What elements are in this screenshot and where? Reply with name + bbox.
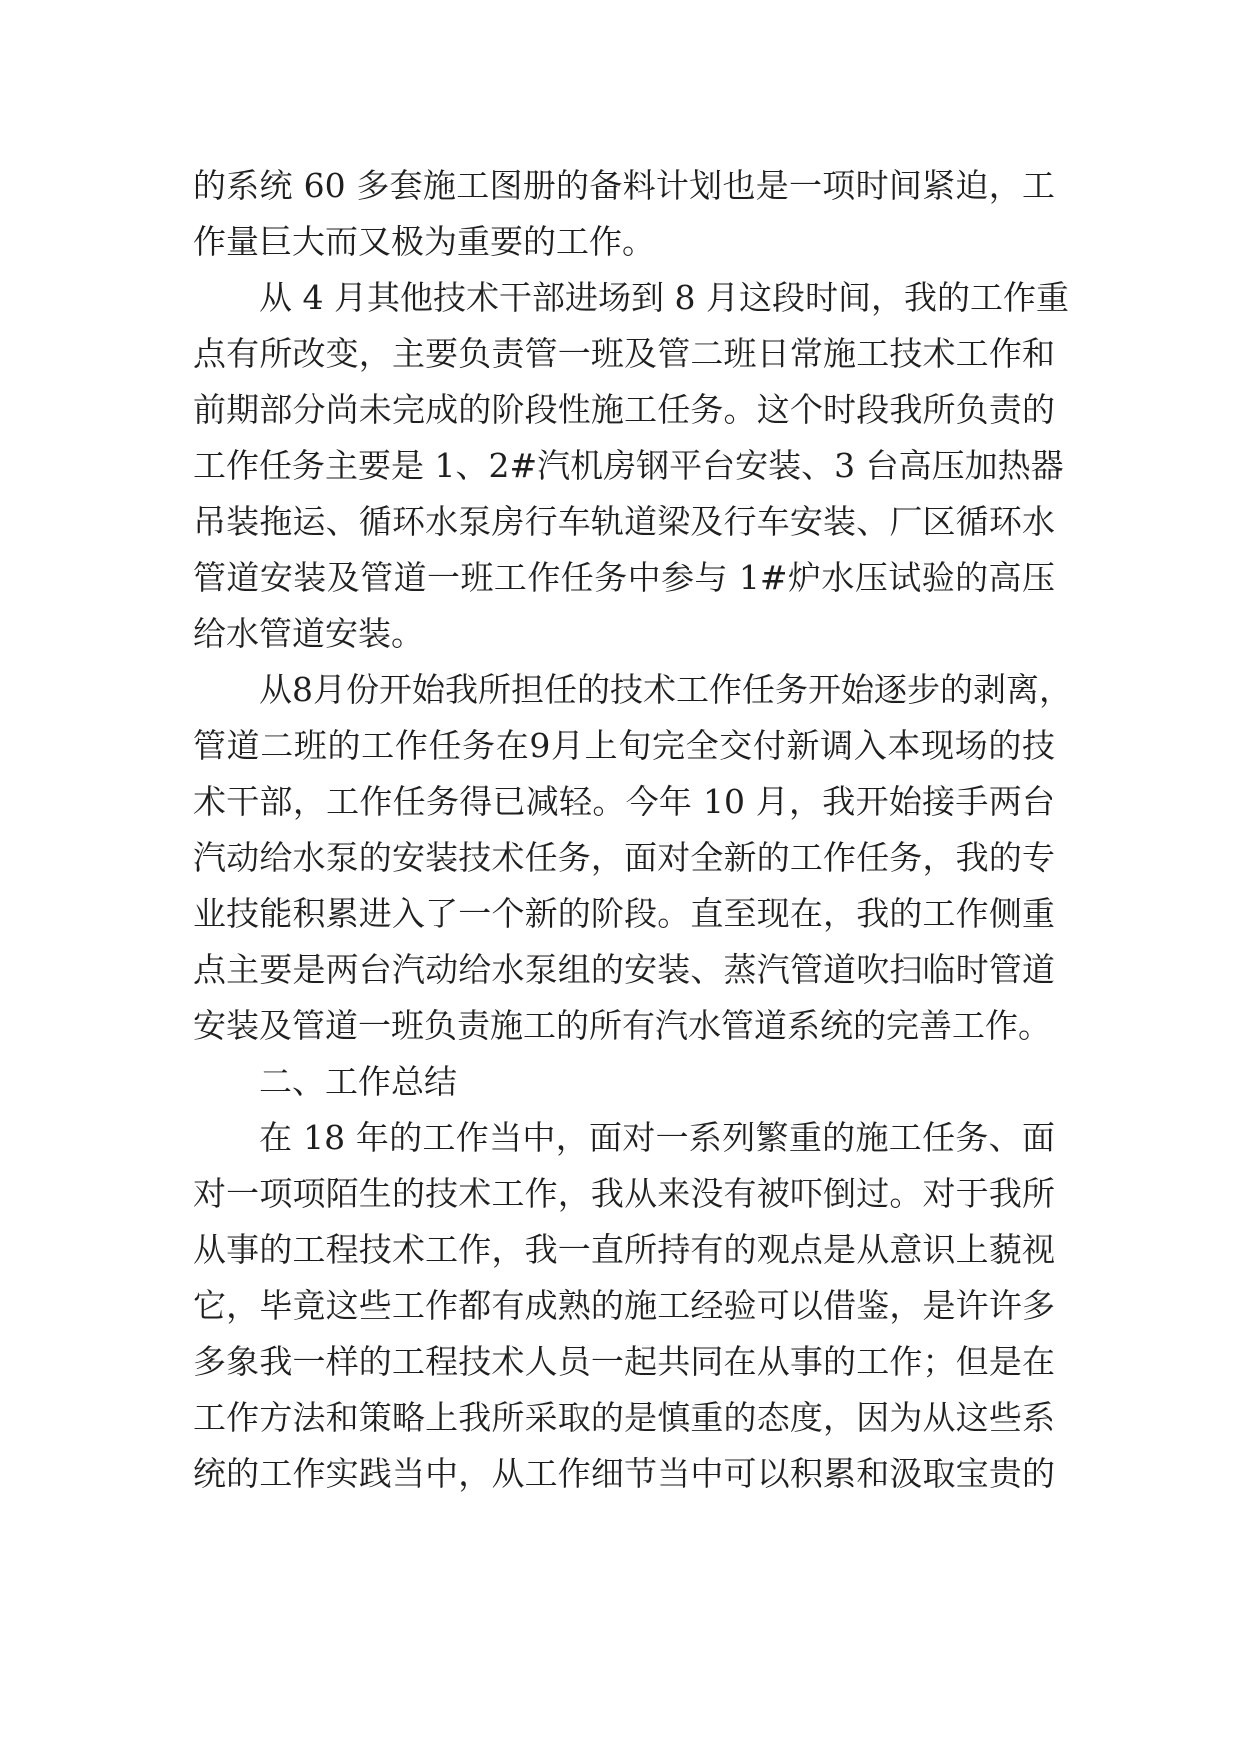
text-line: 从 4 月其他技术干部进场到 8 月这段时间，我的工作重 bbox=[259, 278, 1069, 317]
document-body bbox=[193, 158, 1072, 1502]
text-line: 前期部分尚未完成的阶段性施工任务。这个时段我所负责的 bbox=[193, 390, 1055, 429]
text-line: 管道安装及管道一班工作任务中参与 1#炉水压试验的高压 bbox=[193, 558, 1055, 597]
text-line: 统的工作实践当中，从工作细节当中可以积累和汲取宝贵的 bbox=[193, 1454, 1055, 1493]
text-line: 对一项项陌生的技术工作，我从来没有被吓倒过。对于我所 bbox=[193, 1174, 1055, 1213]
text-line: 术干部，工作任务得已减轻。今年 10 月，我开始接手两台 bbox=[193, 782, 1055, 821]
text-line: 点有所改变，主要负责管一班及管二班日常施工技术工作和 bbox=[193, 334, 1055, 373]
text-line: 工作任务主要是 1、2#汽机房钢平台安装、3 台高压加热器 bbox=[193, 446, 1064, 485]
text-line: 汽动给水泵的安装技术任务，面对全新的工作任务，我的专 bbox=[193, 838, 1055, 877]
text-line: 作量巨大而又极为重要的工作。 bbox=[193, 222, 655, 261]
text-line: 它，毕竟这些工作都有成熟的施工经验可以借鉴，是许许多 bbox=[193, 1286, 1055, 1325]
text-line: 业技能积累进入了一个新的阶段。直至现在，我的工作侧重 bbox=[193, 894, 1055, 933]
text-line: 吊装拖运、循环水泵房行车轨道梁及行车安装、厂区循环水 bbox=[193, 502, 1055, 541]
text-line: 从事的工程技术工作，我一直所持有的观点是从意识上藐视 bbox=[193, 1230, 1055, 1269]
text-line: 给水管道安装。 bbox=[193, 614, 424, 653]
text-line: 点主要是两台汽动给水泵组的安装、蒸汽管道吹扫临时管道 bbox=[193, 950, 1055, 989]
text-line: 管道二班的工作任务在9月上旬完全交付新调入本现场的技 bbox=[193, 726, 1055, 765]
text-line: 的系统 60 多套施工图册的备料计划也是一项时间紧迫，工 bbox=[193, 166, 1055, 205]
text-line: 工作方法和策略上我所采取的是慎重的态度，因为从这些系 bbox=[193, 1398, 1055, 1437]
text-line: 在 18 年的工作当中，面对一系列繁重的施工任务、面 bbox=[259, 1118, 1055, 1157]
text-line: 多象我一样的工程技术人员一起共同在从事的工作；但是在 bbox=[193, 1342, 1055, 1381]
text-line: 从8月份开始我所担任的技术工作任务开始逐步的剥离， bbox=[259, 670, 1072, 709]
text-line: 安装及管道一班负责施工的所有汽水管道系统的完善工作。 bbox=[193, 1006, 1051, 1045]
section-heading: 二、工作总结 bbox=[259, 1062, 457, 1101]
